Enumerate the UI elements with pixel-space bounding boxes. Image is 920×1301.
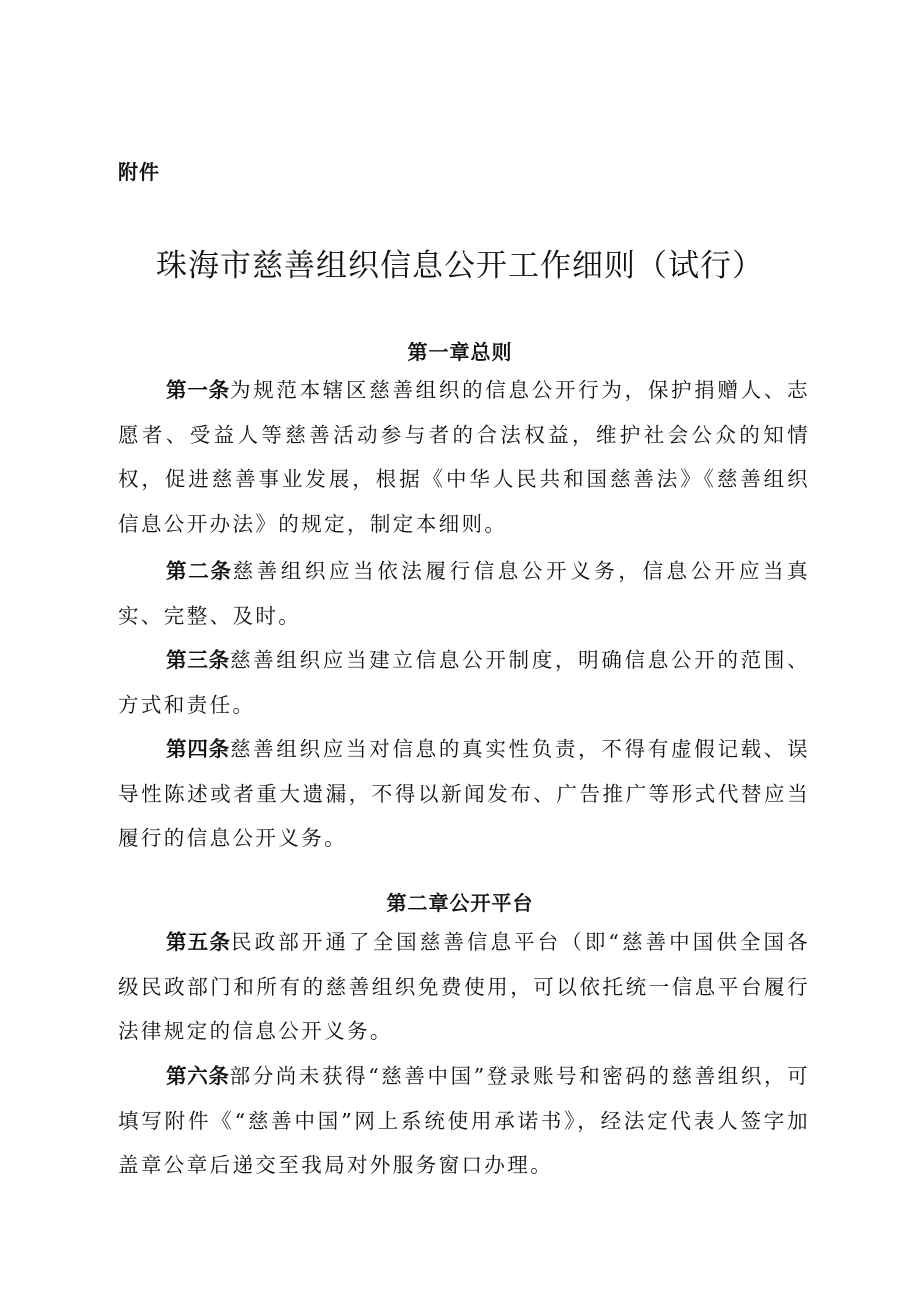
article-text: 慈善组织应当对信息的真实性负责，不得有虚假记载、误导性陈述或者重大遗漏，不得以新闻发布、广告推广等形式代替应当履行的信息公开义务。 [118, 737, 811, 850]
article-paragraph [118, 549, 810, 638]
article-text: 慈善组织应当依法履行信息公开义务，信息公开应当真实、完整、及时。 [118, 559, 810, 628]
article-paragraph [118, 638, 810, 727]
article-text: 部分尚未获得“慈善中国”登录账号和密码的慈善组织，可填写附件《“慈善中国”网上系统使用承诺书》，经法定代表人签字加盖章公章后递交至我局对外服务窗口办理。 [118, 1064, 811, 1177]
article-paragraph [118, 368, 810, 546]
article-label: 第四条 [166, 737, 230, 761]
article-label: 第六条 [166, 1064, 230, 1088]
article-paragraph [118, 727, 810, 861]
article-label: 第二条 [166, 559, 233, 583]
article-text: 慈善组织应当建立信息公开制度，明确信息公开的范围、方式和责任。 [118, 648, 811, 717]
article-text: 民政部开通了全国慈善信息平台（即“慈善中国供全国各级民政部门和所有的慈善组织免费使用，可以依托统一信息平台履行法律规定的信息公开义务。 [118, 930, 810, 1043]
chapter-heading: 第二章公开平台 [386, 891, 534, 915]
article-label: 第五条 [166, 930, 232, 954]
attachment-label: 附件 [118, 160, 160, 184]
document-title: 珠海市慈善组织信息公开工作细则（试行） [156, 248, 764, 284]
article-text: 为规范本辖区慈善组织的信息公开行为，保护捐赠人、志愿者、受益人等慈善活动参与者的合法权益，维护社会公众的知情权，促进慈善事业发展，根据《中华人民共和国慈善法》《慈善组织信息公开办法》的规定，制定本细则。 [118, 378, 811, 536]
article-label: 第三条 [166, 648, 230, 672]
chapter-heading: 第一章总则 [407, 340, 513, 364]
article-paragraph [118, 1054, 810, 1188]
article-label: 第一条 [166, 378, 230, 402]
article-paragraph [118, 920, 810, 1054]
